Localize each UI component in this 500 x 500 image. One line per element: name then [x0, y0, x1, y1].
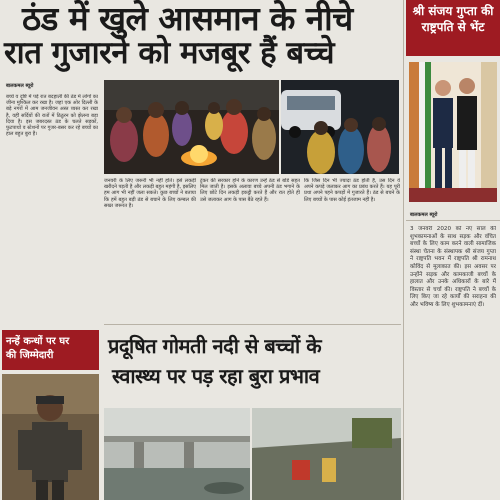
red-box-line2: की जिम्मेदारी — [6, 350, 54, 361]
river-bank-photo — [252, 408, 401, 500]
main-byline: बालकमल ब्यूरो — [6, 83, 34, 89]
sidebar-rule — [406, 220, 500, 221]
children-by-fire-photo — [104, 80, 279, 174]
sidebar-byline: बालकमल ब्यूरो — [410, 212, 438, 218]
president-meeting-photo — [409, 62, 497, 202]
story-column-3: ट्रंकर की सरकार होने के कारण उन्हें ठंड से बोर्ड सहत मिल जाती है। इसके अलावा बच्चे अपनी ठंड भगाने के लिए छोटे दिन लकड़ी इकट्ठी करते हैं और रात होते ही उसे जलाकर आग के पास बैठे रहते हैं। — [200, 178, 300, 203]
second-headline-line2: स्वास्थ्य पर पड़ रहा बुरा प्रभाव — [112, 364, 320, 388]
second-headline-line1: प्रदूषित गोमती नदी से बच्चों के — [108, 334, 322, 358]
river-bridge-photo — [104, 408, 250, 500]
red-box-line1: नन्हें कन्धों पर घर — [6, 336, 70, 347]
story-column-2: जनवरी के लिए जरूरी भी नहीं होते। इसे लकड़ी खरीदने पड़ती है और लकड़ी बहुत महंगी है, इसलिए हम आग भी नहीं जला सकते। कुछ बच्चों ने बताया कि हमें बहुत बड़ी ठंड से बचाने के लिए कम्बल की सख्त जरूरत है। — [104, 178, 196, 209]
red-box-headline — [2, 330, 99, 370]
main-headline-line2: रात गुजारने को मजबूर हैं बच्चे — [4, 35, 334, 71]
child-portrait-photo — [2, 374, 99, 500]
story-column-1: बच्चे व दृष्टि में पड़े रात बदहाली की ठंड में लोगों का जीना मुश्किल कर रखा है। जहां एक ओर दिल्ली के बड़े नगरों में आम जनजीवन अस्त व्यस्त कर रखा है, वहीं सर्दियों की रातों में ठिठुरन को झेलना बड़ा दिया है। इस जबरदस्त ठंड के चलते सड़कों, फुटपाथों व स्टेशनों पर गुजर-बसर कर रहे बच्चों का हाल बहुत बुरा है। — [6, 94, 98, 138]
second-story-rule — [104, 324, 401, 325]
children-near-car-photo — [281, 80, 399, 174]
column-divider — [403, 0, 404, 500]
story-column-4: कि जिस दिन भी ज्यादा ठंड होती है, उस दिन वे अपने कपड़े जलाकर आग का प्रबंध करते हैं। यह पूरी प्रथा अपने पहने कपड़ों में गुजारते हैं। ठंड से बचने के लिए बच्चों के पास कोई इंतजाम नहीं है। — [304, 178, 400, 203]
sidebar-headline-box — [406, 0, 500, 56]
main-headline-line1: ठंड में खुले आसमान के नीचे — [22, 0, 353, 38]
sidebar-headline: श्री संजय गुप्ता की राष्ट्रपति से भेंट — [412, 4, 494, 34]
sidebar-story: 3 जनवरी 2020 को नए साल की शुभकामनाओं के साथ सड़क और वंचित बच्चों के लिए काम करने वाली सामाजिक संस्था चेतना के संस्थापक श्री संजय गुप्ता ने राष्ट्रपति भवन में राष्ट्रपति श्री रामनाथ कोविंद से मुलाकात की। इस अवसर पर उन्होंने सड़क और कामकाजी बच्चों के हालात और उनके अधिकारों के बारे में विस्तार से चर्चा की। राष्ट्रपति ने बच्चों के लिए किए जा रहे कार्यों की सराहना की और भविष्य के लिए शुभकामनाएं दीं। — [410, 226, 496, 308]
